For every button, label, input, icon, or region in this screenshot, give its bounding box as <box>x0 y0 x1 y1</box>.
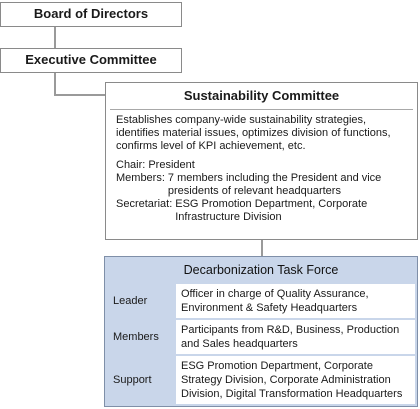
sustainability-committee-title: Sustainability Committee <box>110 83 413 110</box>
members-value: 7 members including the President and vice presidents of relevant headquarters <box>167 172 382 197</box>
role-label-support: Support <box>113 374 152 386</box>
role-desc-members: Participants from R&D, Business, Production and Sales headquarters <box>176 320 415 354</box>
role-desc-support: ESG Promotion Department, Corporate Strategy Division, Corporate Administration Division, Digital Transformation Headquarters <box>176 356 415 404</box>
role-desc-leader: Officer in charge of Quality Assurance, Environment & Safety Headquarters <box>176 284 415 318</box>
task-force-table <box>107 284 415 404</box>
secretariat-row <box>116 198 411 224</box>
sustainability-committee-body <box>106 110 417 224</box>
executive-to-sustainability-connector <box>55 73 105 95</box>
secretariat-value: ESG Promotion Department, Corporate Infrastructure Division <box>175 198 368 223</box>
members-label: Members: <box>116 172 165 184</box>
task-force-row-support <box>107 356 415 404</box>
secretariat-label: Secretariat: <box>116 198 173 210</box>
sustainability-description: Establishes company-wide sustainability strategies, identifies material issues, optimizes division of functions, confirms level of KPI achievement, etc. <box>116 114 391 152</box>
executive-committee-title: Executive Committee <box>25 52 157 67</box>
task-force-row-leader <box>107 284 415 318</box>
chair-label: Chair: <box>116 159 146 171</box>
role-label-leader: Leader <box>113 295 148 307</box>
executive-committee-box <box>0 48 182 73</box>
task-force-title: Decarbonization Task Force <box>183 263 339 277</box>
task-force-row-members <box>107 320 415 354</box>
members-row <box>116 172 411 198</box>
board-of-directors-title: Board of Directors <box>33 6 149 21</box>
board-of-directors-box <box>0 2 182 27</box>
chair-value: President <box>148 159 195 171</box>
sustainability-committee-box <box>105 82 418 240</box>
role-label-members: Members <box>113 331 159 343</box>
decarbonization-task-force-box <box>104 256 418 407</box>
chair-row <box>116 159 411 172</box>
